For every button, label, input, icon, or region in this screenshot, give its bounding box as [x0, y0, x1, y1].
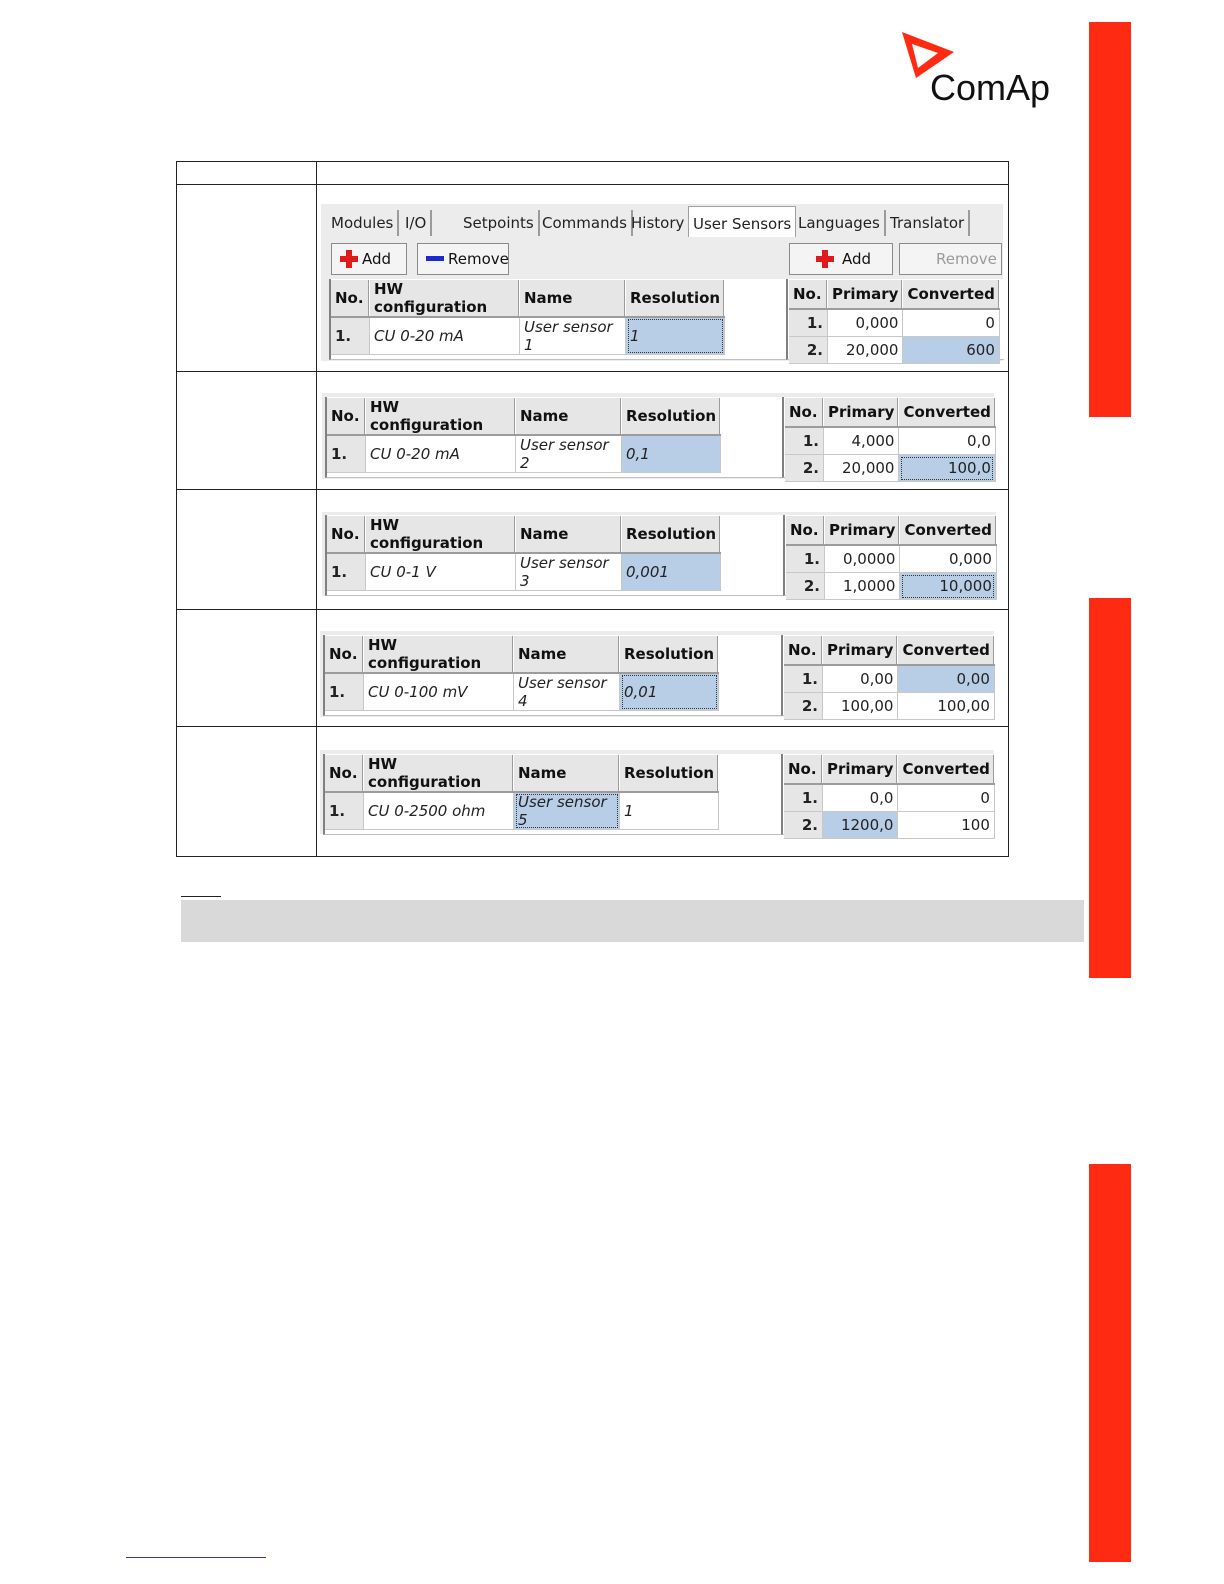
point-no: 2. — [786, 573, 825, 600]
col-hw-configuration[interactable]: HW configuration — [366, 516, 516, 553]
table-row-divider — [177, 184, 1008, 185]
col-no[interactable]: No. — [327, 398, 366, 435]
col-resolution[interactable]: Resolution — [620, 755, 719, 792]
col-hw-configuration[interactable]: HW configuration — [366, 398, 516, 435]
converted-cell[interactable]: 0 — [903, 309, 999, 337]
col-converted[interactable]: Converted — [899, 398, 995, 427]
col-no[interactable]: No. — [785, 398, 824, 427]
table-row[interactable] — [786, 573, 996, 600]
add-point-label: Add — [842, 250, 872, 268]
primary-cell[interactable]: 0,00 — [823, 665, 898, 693]
converted-cell[interactable]: 0,00 — [898, 665, 994, 693]
primary-cell[interactable]: 1200,0 — [823, 812, 898, 839]
table-row[interactable] — [786, 545, 996, 573]
table-row[interactable] — [784, 812, 994, 839]
converted-cell[interactable]: 0,0 — [899, 427, 995, 455]
minus-icon — [426, 250, 444, 268]
sensor-table — [325, 755, 719, 830]
converted-cell[interactable]: 100,0 — [899, 455, 995, 482]
table-row-divider — [177, 609, 1008, 610]
table-row-divider — [177, 489, 1008, 490]
resolution-cell[interactable]: 0,001 — [622, 553, 721, 591]
converted-cell[interactable]: 0 — [898, 784, 994, 812]
side-bar-middle — [1089, 598, 1131, 978]
point-no: 1. — [785, 427, 824, 455]
sensor-table — [331, 280, 725, 355]
table-row-divider — [177, 371, 1008, 372]
col-resolution[interactable]: Resolution — [622, 516, 721, 553]
points-table — [785, 398, 996, 482]
primary-cell[interactable]: 20,000 — [828, 337, 903, 364]
col-converted[interactable]: Converted — [898, 755, 994, 784]
col-resolution[interactable]: Resolution — [626, 280, 725, 317]
primary-cell[interactable]: 4,000 — [824, 427, 899, 455]
point-no: 1. — [789, 309, 828, 337]
hw-config-cell[interactable]: CU 0-20 mA — [370, 317, 520, 355]
primary-cell[interactable]: 100,00 — [823, 693, 898, 720]
tab-commands[interactable]: Commands — [538, 210, 633, 236]
converted-cell[interactable]: 10,000 — [900, 573, 996, 600]
hw-config-cell[interactable]: CU 0-100 mV — [364, 673, 514, 711]
col-name[interactable]: Name — [516, 516, 622, 553]
col-no[interactable]: No. — [784, 755, 823, 784]
hw-config-cell[interactable]: CU 0-20 mA — [366, 435, 516, 473]
point-no: 2. — [784, 812, 823, 839]
row-no: 1. — [325, 673, 364, 711]
points-table — [789, 280, 1000, 364]
table-row[interactable] — [325, 673, 719, 711]
resolution-cell[interactable]: 0,1 — [622, 435, 721, 473]
add-sensor-label: Add — [362, 250, 392, 268]
note-underline — [181, 896, 221, 897]
tab-bar — [321, 203, 1003, 238]
name-cell[interactable]: User sensor 4 — [514, 673, 620, 711]
point-no: 2. — [789, 337, 828, 364]
col-no[interactable]: No. — [325, 755, 364, 792]
col-primary[interactable]: Primary — [825, 516, 900, 545]
toolbar — [321, 237, 1003, 279]
points-table — [784, 636, 995, 720]
primary-cell[interactable]: 0,0000 — [825, 545, 900, 573]
remove-point-button[interactable] — [899, 243, 1002, 275]
converted-cell[interactable]: 100 — [898, 812, 994, 839]
col-hw-configuration[interactable]: HW configuration — [364, 636, 514, 673]
table-row[interactable] — [331, 317, 725, 355]
converted-cell[interactable]: 100,00 — [898, 693, 994, 720]
point-no: 1. — [784, 665, 823, 693]
plus-icon — [816, 250, 834, 268]
primary-cell[interactable]: 1,0000 — [825, 573, 900, 600]
table-row[interactable] — [327, 553, 721, 591]
col-converted[interactable]: Converted — [898, 636, 994, 665]
add-sensor-button[interactable] — [331, 243, 407, 275]
point-no: 2. — [785, 455, 824, 482]
tab-user-sensors[interactable]: User Sensors — [688, 206, 796, 239]
side-bar-bottom — [1089, 1164, 1131, 1562]
side-bar-top — [1089, 22, 1131, 417]
col-no[interactable]: No. — [789, 280, 828, 309]
logo-text: ComAp — [930, 67, 1051, 108]
col-name[interactable]: Name — [516, 398, 622, 435]
col-resolution[interactable]: Resolution — [622, 398, 721, 435]
col-no[interactable]: No. — [331, 280, 370, 317]
table-row[interactable] — [789, 309, 999, 337]
row-no: 1. — [331, 317, 370, 355]
points-table — [786, 516, 997, 600]
note-bar — [181, 900, 1084, 942]
add-point-button[interactable] — [789, 243, 893, 275]
col-converted[interactable]: Converted — [903, 280, 999, 309]
row-no: 1. — [325, 792, 364, 830]
name-cell[interactable]: User sensor 1 — [520, 317, 626, 355]
points-table — [784, 755, 995, 839]
converted-cell[interactable]: 0,000 — [900, 545, 996, 573]
col-primary[interactable]: Primary — [823, 755, 898, 784]
tab-translator[interactable]: Translator — [886, 210, 970, 236]
col-resolution[interactable]: Resolution — [620, 636, 719, 673]
table-row[interactable] — [785, 427, 995, 455]
col-name[interactable]: Name — [514, 755, 620, 792]
point-no: 1. — [784, 784, 823, 812]
name-cell[interactable]: User sensor 3 — [516, 553, 622, 591]
col-name[interactable]: Name — [514, 636, 620, 673]
col-primary[interactable]: Primary — [823, 636, 898, 665]
row-no: 1. — [327, 553, 366, 591]
table-row[interactable] — [784, 665, 994, 693]
primary-cell[interactable]: 0,0 — [823, 784, 898, 812]
table-column-divider — [316, 162, 317, 856]
col-primary[interactable]: Primary — [824, 398, 899, 427]
tab-history[interactable]: History — [627, 210, 690, 236]
table-row[interactable] — [325, 792, 719, 830]
sensor-table — [327, 398, 721, 473]
primary-cell[interactable]: 20,000 — [824, 455, 899, 482]
footer-link-underline[interactable] — [126, 1557, 266, 1558]
row-no: 1. — [327, 435, 366, 473]
remove-sensor-label: Remove — [448, 250, 509, 268]
name-cell[interactable]: User sensor 2 — [516, 435, 622, 473]
table-row[interactable] — [327, 435, 721, 473]
tab-languages[interactable]: Languages — [794, 210, 886, 236]
plus-icon — [340, 250, 358, 268]
remove-point-label: Remove — [936, 250, 997, 268]
remove-sensor-button[interactable] — [417, 243, 509, 275]
hw-config-cell[interactable]: CU 0-2500 ohm — [364, 792, 514, 830]
col-no[interactable]: No. — [325, 636, 364, 673]
sensor-table — [325, 636, 719, 711]
col-no[interactable]: No. — [786, 516, 825, 545]
resolution-cell[interactable]: 1 — [620, 792, 719, 830]
resolution-cell[interactable]: 1 — [626, 317, 725, 355]
tab-setpoints[interactable]: Setpoints — [459, 210, 540, 236]
col-no[interactable]: No. — [327, 516, 366, 553]
col-no[interactable]: No. — [784, 636, 823, 665]
col-primary[interactable]: Primary — [828, 280, 903, 309]
primary-cell[interactable]: 0,000 — [828, 309, 903, 337]
converted-cell[interactable]: 600 — [903, 337, 999, 364]
sensor-table — [327, 516, 721, 591]
table-row[interactable] — [789, 337, 999, 364]
table-row[interactable] — [784, 693, 994, 720]
table-row[interactable] — [785, 455, 995, 482]
col-hw-configuration[interactable]: HW configuration — [364, 755, 514, 792]
table-row-divider — [177, 726, 1008, 727]
resolution-cell[interactable]: 0,01 — [620, 673, 719, 711]
hw-config-cell[interactable]: CU 0-1 V — [366, 553, 516, 591]
col-hw-configuration[interactable]: HW configuration — [370, 280, 520, 317]
point-no: 2. — [784, 693, 823, 720]
comap-logo — [898, 30, 1068, 110]
tab-io[interactable]: I/O — [401, 210, 432, 236]
point-no: 1. — [786, 545, 825, 573]
col-converted[interactable]: Converted — [900, 516, 996, 545]
table-row[interactable] — [784, 784, 994, 812]
col-name[interactable]: Name — [520, 280, 626, 317]
name-cell[interactable]: User sensor 5 — [514, 792, 620, 830]
tab-modules[interactable]: Modules — [327, 210, 399, 236]
